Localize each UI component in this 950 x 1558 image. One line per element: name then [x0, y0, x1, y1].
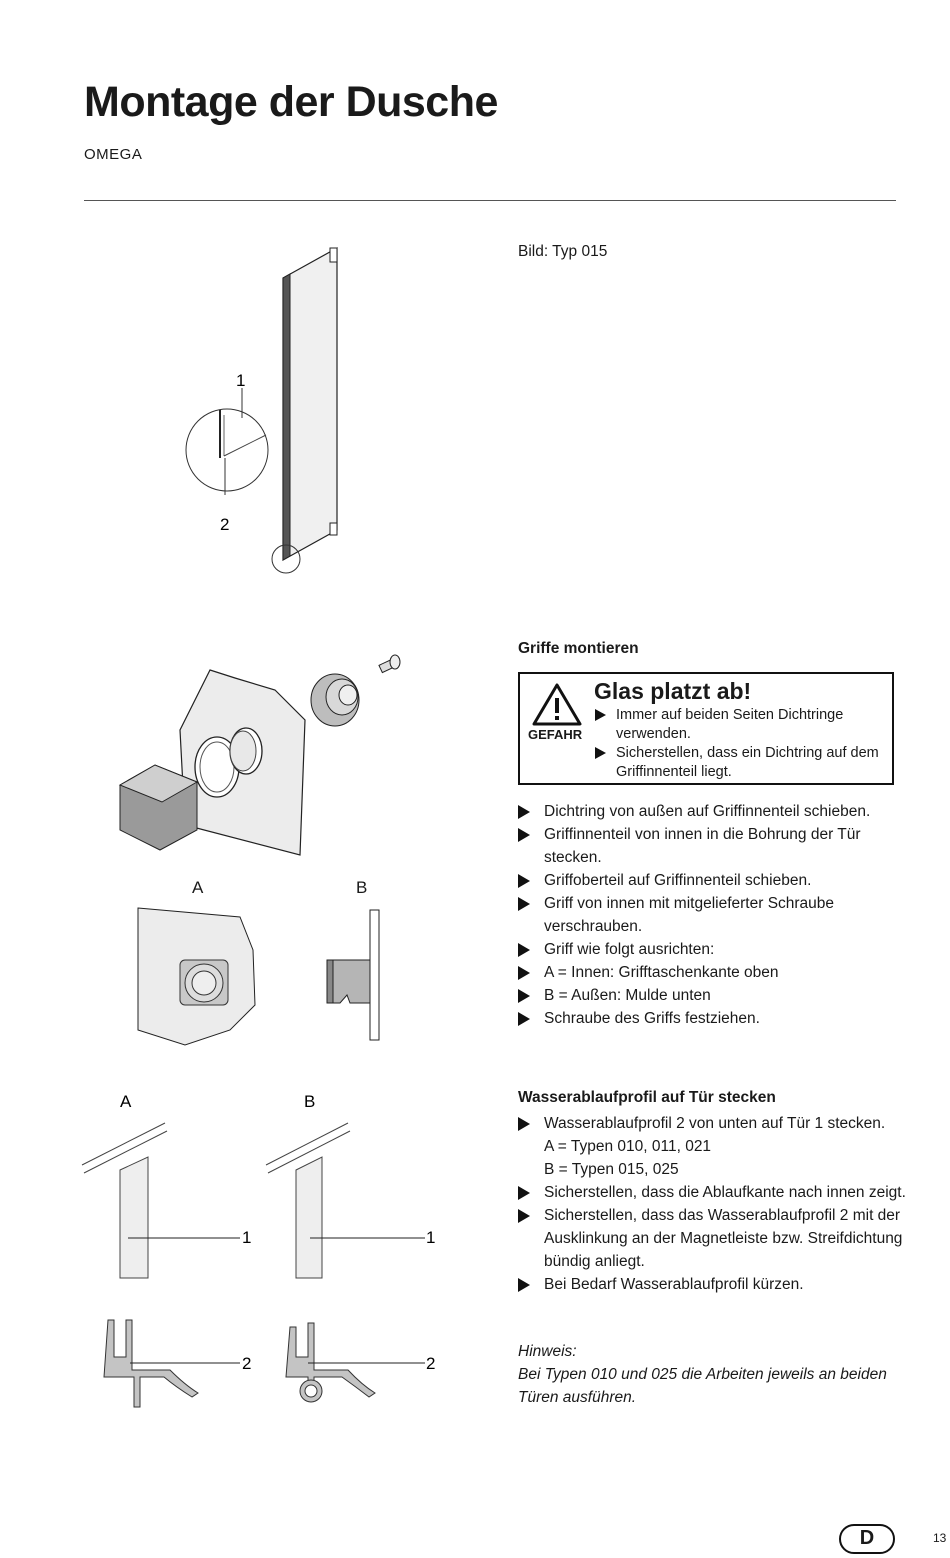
product-name: OMEGA: [84, 146, 143, 163]
griffe-heading: Griffe montieren: [518, 640, 639, 657]
drain-label-1b: 1: [426, 1228, 436, 1247]
drain-label-b: B: [304, 1092, 316, 1111]
drain-label-2b: 2: [426, 1354, 436, 1373]
step-item: Griffoberteil auf Griffinnenteil schieben.: [518, 869, 903, 892]
step-subline: B = Typen 015, 025: [544, 1161, 679, 1178]
griffe-steps: [518, 800, 903, 1030]
header-divider: [84, 200, 896, 201]
step-subline: A = Typen 010, 011, 021: [544, 1138, 712, 1155]
figure1-label-1: 1: [236, 371, 246, 390]
step-item: B = Außen: Mulde unten: [518, 984, 903, 1007]
figure1-caption: Bild: Typ 015: [518, 243, 608, 260]
warning-item: Sicherstellen, dass ein Dichtring auf dem Griffinnenteil liegt.: [595, 744, 887, 782]
step-item: Wasserablaufprofil 2 von unten auf Tür 1 stecken.: [518, 1112, 913, 1135]
signal-word: GEFAHR: [528, 727, 583, 742]
step-item: Sicherstellen, dass die Ablaufkante nach innen zeigt.: [518, 1181, 913, 1204]
note-text: Bei Typen 010 und 025 die Arbeiten jeweils an beiden Türen ausführen.: [518, 1366, 887, 1406]
language-badge: D: [839, 1524, 895, 1554]
wasser-heading: Wasserablaufprofil auf Tür stecken: [518, 1089, 776, 1106]
drain-label-a: A: [120, 1092, 132, 1111]
wasser-steps: [518, 1112, 913, 1296]
handle-exploded-figure: [110, 650, 430, 865]
note: [518, 1340, 913, 1409]
page-title: Montage der Dusche: [84, 78, 498, 126]
step-item: Sicherstellen, dass das Wasserablaufprofil 2 mit der Ausklinkung an der Magnetleiste bzw. Streifdichtung bündig anliegt.: [518, 1204, 913, 1273]
step-item: Schraube des Griffs festziehen.: [518, 1007, 903, 1030]
handle-outside-view-figure: [322, 905, 392, 1045]
drain-label-2a: 2: [242, 1354, 252, 1373]
figure1-label-2: 2: [220, 515, 230, 534]
step-item: Griff von innen mit mitgelieferter Schraube verschrauben.: [518, 892, 903, 938]
drain-label-1a: 1: [242, 1228, 252, 1247]
step-item: Bei Bedarf Wasserablaufprofil kürzen.: [518, 1273, 913, 1296]
handle-inside-view-figure: [135, 905, 265, 1050]
step-item: Dichtring von außen auf Griffinnenteil schieben.: [518, 800, 903, 823]
griffe-label-a: A: [192, 878, 204, 897]
warning-item: Immer auf beiden Seiten Dichtringe verwenden.: [595, 706, 887, 744]
door-panel-figure: [180, 240, 350, 580]
griffe-label-b: B: [356, 878, 368, 897]
step-item: Griff wie folgt ausrichten:: [518, 938, 903, 961]
drain-profile-figure: [80, 1085, 450, 1415]
warning-triangle-icon: [532, 682, 582, 726]
warning-title: Glas platzt ab!: [594, 678, 752, 704]
danger-warning-box: [518, 672, 894, 785]
page-number: 13: [933, 1531, 947, 1545]
note-label: Hinweis:: [518, 1343, 577, 1360]
step-item: Griffinnenteil von innen in die Bohrung der Tür stecken.: [518, 823, 903, 869]
step-item: A = Innen: Grifftaschenkante oben: [518, 961, 903, 984]
